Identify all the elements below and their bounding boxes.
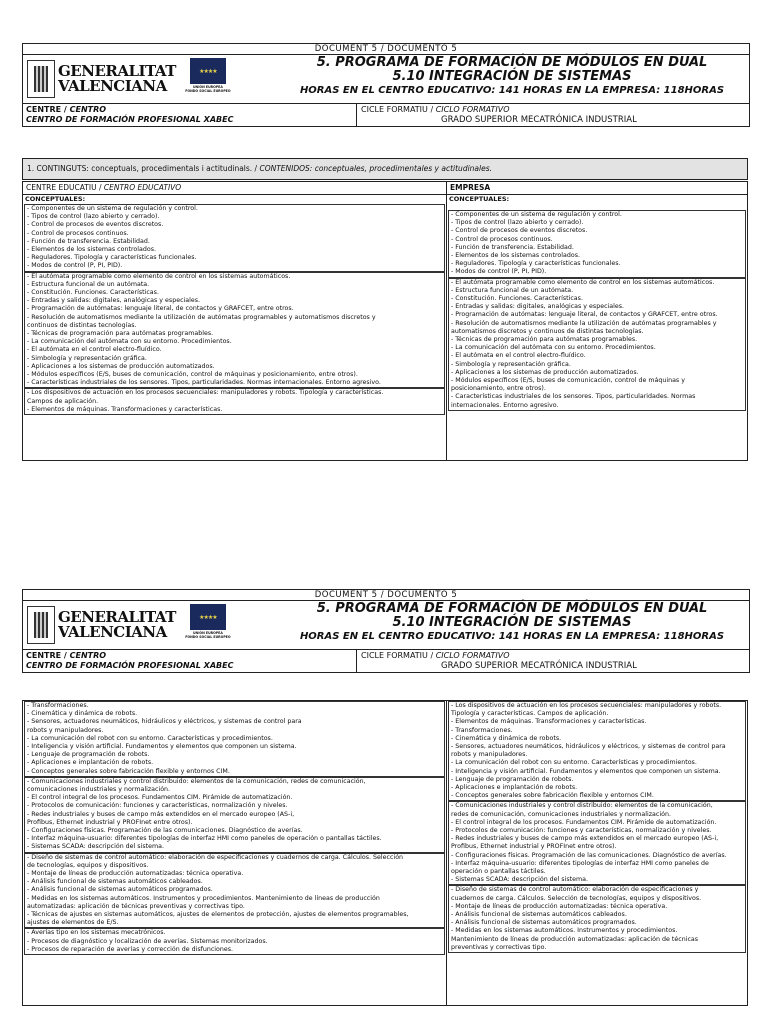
content-item: - Diseño de sistemas de control automático: elaboración de especificaciones y cuadernos de carga. Cálculos. Selección [27, 853, 404, 861]
content-item: - Programación de autómatas: lenguaje literal, de contactos y GRAFCET, entre otros. [451, 311, 718, 319]
centre-value: CENTRO DE FORMACIÓN PROFESIONAL XABEC [26, 115, 234, 124]
generalitat-logo: GENERALITAT VALENCIANA [27, 606, 176, 644]
content-item: - Técnicas de ajustes en sistemas automáticos, ajustes de elementos de protección, ajustes de elementos programables, [27, 911, 409, 919]
content-item: - Características industriales de los sensores. Tipos, particularidades. Normas [451, 393, 696, 401]
cycle-cell: CICLE FORMATIU / CICLO FORMATIVO GRADO SUPERIOR MECATRÓNICA INDUSTRIAL [357, 104, 749, 126]
content-item: redes de comunicación, comunicaciones industriales y normalización. [451, 810, 671, 818]
content-item: Profibus, Ethernet industrial y PROFInet entre otros). [27, 818, 193, 826]
content-item: - Estructura funcional de un autómata. [451, 286, 574, 294]
content-item: - El autómata en el control electro-fluídico. [451, 352, 586, 360]
crest-icon [27, 606, 55, 644]
page2-contents [22, 700, 748, 1006]
content-item: - Aplicaciones e implantación de robots. [451, 784, 578, 792]
content-item: - Tipos de control (lazo abierto y cerrado). [451, 219, 584, 227]
content-item: preventivas y correctivas tipo. [451, 943, 547, 951]
content-item: - Técnicas de programación para autómatas programables. [27, 330, 214, 338]
content-item: - Componentes de un sistema de regulación y control. [451, 211, 622, 218]
content-item: - Sensores, actuadores neumáticos, hidráulicos y eléctricos, y sistemas de control para [27, 718, 302, 726]
cycle-value: GRADO SUPERIOR MECATRÓNICA INDUSTRIAL [441, 115, 637, 125]
content-item: - Aplicaciones a los sistemas de producción automatizados. [27, 362, 215, 370]
content-item: - El autómata programable como elemento de control en los sistemas automáticos. [27, 272, 291, 280]
content-item: - Inteligencia y visión artificial. Fundamentos y elementos que componen un sistema. [451, 767, 721, 775]
content-item: - Averías tipo en los sistemas mecatrónicos. [27, 929, 166, 937]
content-item: robots y manipuladores. [27, 726, 104, 734]
contents-heading: 1. CONTINGUTS: conceptuals, procedimentals i actitudinals. / CONTENIDOS: conceptuales, procedimentales y actitudinales. [22, 158, 748, 180]
eu-flag-icon: ★★★★ [190, 604, 226, 630]
content-item: - Reguladores. Tipología y características funcionales. [27, 254, 197, 262]
content-item: - Elementos de los sistemas controlados. [451, 252, 580, 260]
content-item: - Aplicaciones a los sistemas de producción automatizados. [451, 368, 639, 376]
content-item: - Análisis funcional de sistemas automáticos programados. [27, 886, 213, 894]
content-item: - La comunicación del autómata con su entorno. Procedimientos. [27, 338, 232, 346]
content-item: - Redes industriales y buses de campo más extendidos en el mercado europeo (AS-i, [451, 835, 719, 843]
eu-logo: ★★★★ UNIÓN EUROPEA FONDO SOCIAL EUROPEO [184, 604, 232, 646]
content-item: - Análisis funcional de sistemas automáticos cableados. [451, 911, 627, 919]
content-item: - Procesos de reparación de averías y corrección de disfunciones. [27, 945, 234, 953]
content-item: comunicaciones industriales y normalización. [27, 786, 171, 794]
content-item: - Simbología y representación gráfica. [27, 354, 147, 362]
content-item: - Componentes de un sistema de regulación y control. [27, 205, 198, 212]
content-item: - Configuraciones físicas. Programación de las comunicaciones. Diagnóstico de averías. [451, 851, 727, 859]
content-item: Mantenimiento de líneas de producción automatizadas: aplicación de técnicas [451, 935, 699, 943]
content-block [24, 204, 445, 272]
eu-logo: ★★★★ UNIÓN EUROPEA FONDO SOCIAL EUROPEO [184, 58, 232, 100]
centre-cell: CENTRE / CENTRO CENTRO DE FORMACIÓN PROFESIONAL XABEC [23, 104, 357, 126]
content-item: - Función de transferencia. Estabilidad. [27, 237, 150, 245]
content-item: - Constitución. Funciones. Características. [27, 289, 159, 297]
content-item: ajustes de elementos de E/S. [27, 919, 119, 927]
centro-column-p2 [23, 701, 447, 1005]
content-item: - El autómata en el control electro-fluídico. [27, 346, 162, 354]
page1-header [22, 43, 750, 127]
content-item: - Redes industriales y buses de campo más extendidos en el mercado europeo (AS-i, [27, 810, 295, 818]
empresa-header: EMPRESA [447, 182, 747, 195]
page2-header: DOCUMENT 5 / DOCUMENTO 5 GENERALITAT VALENCIANA ★★★★ UNIÓN EUROPEA FONDO SOCIAL EUROPEO 5. PROGRAMA DE FORMACIÓN DE MÓDULOS EN DUAL 5.10 INTEGRACIÓN DE SISTEMAS HORAS EN EL CENTRO EDUCATIVO: 141 HORAS EN LA EMPRESA: 118HORAS CENTRE / CENTRO CENTRO DE FORMACIÓN PROFESIONAL XABEC CICLE FORMATIU / CICLO FORMATIVO GRADO SUPERIOR MECATRÓNICA INDUSTRIAL [22, 589, 750, 673]
crest-icon [27, 60, 55, 98]
content-item: - Función de transferencia. Estabilidad. [451, 243, 574, 251]
content-item: Campos de aplicación. [27, 397, 99, 405]
content-item: - Estructura funcional de un autómata. [27, 280, 150, 288]
content-item: - El autómata programable como elemento de control en los sistemas automáticos. [451, 278, 715, 286]
content-item: - Análisis funcional de sistemas automáticos cableados. [27, 878, 203, 886]
content-item: - Medidas en los sistemas automáticos. Instrumentos y procedimientos. [451, 927, 678, 935]
content-item: cuadernos de carga. Cálculos. Selección de tecnologías, equipos y dispositivos. [451, 894, 702, 902]
content-item: - Control de procesos de eventos discretos. [451, 227, 588, 235]
content-item: - El control integral de los procesos. Fundamentos CIM. Pirámide de automatización. [27, 794, 293, 802]
content-item: - Interfaz máquina-usuario: diferentes tipologías de interfaz HMI como paneles de operación o pantallas táctiles. [27, 835, 382, 843]
content-item: - Protocolos de comunicación: funciones y características, normalización y niveles. [451, 827, 712, 835]
content-item: automatizadas: aplicación de técnicas preventivas y correctivas tipo. [27, 902, 245, 910]
content-item: - Protocolos de comunicación: funciones y características, normalización y niveles. [27, 802, 288, 810]
logos [23, 55, 275, 103]
content-item: - Conceptos generales sobre fabricación flexible y entornos CIM. [451, 792, 654, 800]
content-item: - Comunicaciones industriales y control distribuido: elementos de la comunicación, redes de comunicación, [27, 777, 366, 785]
content-item: internacionales. Entorno agresivo. [451, 401, 559, 409]
content-item: - Módulos específicos (E/S, buses de comunicación, control de máquinas y [451, 377, 685, 385]
content-item: - Medidas en los sistemas automáticos. Instrumentos y procedimientos. Mantenimiento de líneas de producción [27, 894, 380, 902]
content-item: - Análisis funcional de sistemas automáticos programados. [451, 919, 637, 927]
content-item: - Interfaz máquina-usuario: diferentes tipologías de interfaz HMI como paneles de [451, 859, 709, 867]
content-block [448, 885, 746, 953]
hours-line: HORAS EN EL CENTRO EDUCATIVO: 141 HORAS EN LA EMPRESA: 118HORAS [299, 85, 725, 96]
content-block [24, 701, 445, 777]
content-item: - Transformaciones. [451, 726, 513, 734]
content-item: - Elementos de máquinas. Transformaciones y características. [27, 405, 223, 413]
content-item: - Técnicas de programación para autómatas programables. [451, 336, 638, 344]
centro-header: CENTRE EDUCATIU / CENTRO EDUCATIVO [23, 182, 446, 195]
empresa-column-p2 [447, 701, 747, 1005]
content-item: - Programación de autómatas: lenguaje literal, de contactos y GRAFCET, entre otros. [27, 305, 294, 313]
content-item: continuos de distintas tecnologías. [27, 321, 137, 329]
content-item: - Transformaciones. [27, 702, 89, 709]
content-item: operación o pantallas táctiles. [451, 868, 546, 876]
eu-flag-icon: ★★★★ [190, 58, 226, 84]
content-item: - Sistemas SCADA: descripción del sistema. [451, 876, 588, 884]
content-item: automatismos discretos y continuos de distintas tecnologías. [451, 327, 644, 335]
content-item: posicionamiento, entre otros). [451, 385, 546, 393]
content-item: - Conceptos generales sobre fabricación flexible y entornos CIM. [27, 767, 230, 775]
content-block [448, 210, 746, 278]
content-item: - Sensores, actuadores neumáticos, hidráulicos y eléctricos, y sistemas de control para [451, 743, 726, 751]
content-item: - Entradas y salidas: digitales, analógicas y especiales. [451, 303, 625, 311]
content-item: - Inteligencia y visión artificial. Fundamentos y elementos que componen un sistema. [27, 743, 297, 751]
page1-contents [22, 181, 748, 461]
content-item: - Resolución de automatismos mediante la utilización de autómatas programables y automatismos discretos y [27, 313, 376, 321]
content-item: - Control de procesos de eventos discretos. [27, 221, 164, 229]
content-block [448, 701, 746, 801]
content-item: - Entradas y salidas: digitales, analógicas y especiales. [27, 297, 201, 305]
content-item: - Configuraciones físicas. Programación de las comunicaciones. Diagnóstico de averías. [27, 827, 303, 835]
title-block [275, 55, 749, 103]
content-item: - Aplicaciones e implantación de robots. [27, 759, 154, 767]
document-label: DOCUMENT 5 / DOCUMENTO 5 [23, 44, 749, 55]
content-item: - Características industriales de los sensores. Tipos, particularidades. Normas internacionales. Entorno agresivo. [27, 379, 381, 387]
content-item: - Lenguaje de programación de robots. [451, 775, 574, 783]
content-item: - Modos de control (P, PI, PID). [27, 262, 123, 270]
content-item: - El control integral de los procesos. Fundamentos CIM. Pirámide de automatización. [451, 818, 717, 826]
content-block [24, 928, 445, 955]
content-block [24, 272, 445, 389]
content-block [24, 853, 445, 929]
content-item: - Los dispositivos de actuación en los procesos secuenciales: manipuladores y robots. Tipología y características. [27, 389, 384, 397]
content-item: - Módulos específicos (E/S, buses de comunicación, control de máquinas y posicionamiento, entre otros). [27, 371, 358, 379]
content-block [24, 388, 445, 415]
content-block [448, 801, 746, 885]
content-item: - Comunicaciones industriales y control distribuido: elementos de la comunicación, [451, 802, 713, 810]
centro-column: CENTRE EDUCATIU / CENTRO EDUCATIVO CONCEPTUALES: - Componentes de un sistema de regulación y control. - Tipos de control (lazo abierto y cerrado). - Control de procesos de eventos discretos. - Control de procesos continuos. - Función de transferencia. Estabilidad. - Elementos de los sistemas controlados. - Reguladores. Tipología y características funcionales. - Modos de control (P, PI, PID). - El autómata programable como elemento de control en los sistemas automáticos. - Estructura funcional de un autómata. - Constitución. Funciones. Características. - Entradas y salidas: digitales, analógicas y especiales. - Programación de autómatas: lenguaje literal, de contactos y GRAFCET, entre otros. - Resolución de automatismos mediante la utilización de autómatas programables y automatismos discretos y continuos de distintas tecnologías. - Técnicas de programación para autómatas programables. - La comunicación del autómata con su entorno. Procedimientos. - El autómata en el control electro-fluídico. - Simbología y representación gráfica. - Aplicaciones a los sistemas de producción automatizados. - Módulos específicos (E/S, buses de comunicación, control de máquinas y posicionamiento, entre otros). - Características industriales de los sensores. Tipos, particularidades. Normas internacionales. Entorno agresivo. - Los dispositivos de actuación en los procesos secuenciales: manipuladores y robots. Tipología y características. Campos de aplicación. - Elementos de máquinas. Transformaciones y características. [23, 182, 447, 460]
content-item: - Los dispositivos de actuación en los procesos secuenciales: manipuladores y robots. [451, 702, 722, 709]
content-item: - La comunicación del robot con su entorno. Características y procedimientos. [27, 734, 273, 742]
content-block [448, 278, 746, 411]
content-item: - Montaje de líneas de producción automatizadas: técnica operativa. [27, 870, 244, 878]
content-item: - Reguladores. Tipología y características funcionales. [451, 260, 621, 268]
content-item: - Constitución. Funciones. Características. [451, 295, 583, 303]
content-item: - Montaje de líneas de producción automatizadas: técnica operativa. [451, 902, 668, 910]
content-item: - Control de procesos continuos. [451, 235, 553, 243]
content-item: - Cinemática y dinámica de robots. [27, 710, 138, 718]
content-item: - Simbología y representación gráfica. [451, 360, 571, 368]
content-item: - La comunicación del autómata con su entorno. Procedimientos. [451, 344, 656, 352]
content-item: de tecnologías, equipos y dispositivos. [27, 861, 149, 869]
content-item: - Modos de control (P, PI, PID). [451, 268, 547, 276]
content-item: - Lenguaje de programación de robots. [27, 751, 150, 759]
content-item: robots y manipuladores. [451, 751, 528, 759]
content-item: - Sistemas SCADA: descripción del sistema. [27, 843, 164, 851]
content-item: - Procesos de diagnóstico y localización de averías. Sistemas monitorizados. [27, 937, 268, 945]
empresa-column: EMPRESA CONCEPTUALES: - Componentes de un sistema de regulación y control. - Tipos de control (lazo abierto y cerrado). - Control de procesos de eventos discretos. - Control de procesos continuos. - Función de transferencia. Estabilidad. - Elementos de los sistemas controlados. - Reguladores. Tipología y características funcionales. - Modos de control (P, PI, PID). - El autómata programable como elemento de control en los sistemas automáticos. - Estructura funcional de un autómata. - Constitución. Funciones. Características. - Entradas y salidas: digitales, analógicas y especiales. - Programación de autómatas: lenguaje literal, de contactos y GRAFCET, entre otros. - Resolución de automatismos mediante la utilización de autómatas programables y automatismos discretos y continuos de distintas tecnologías. - Técnicas de programación para autómatas programables. - La comunicación del autómata con su entorno. Procedimientos. - El autómata en el control electro-fluídico. - Simbología y representación gráfica. - Aplicaciones a los sistemas de producción automatizados. - Módulos específicos (E/S, buses de comunicación, control de máquinas y posicionamiento, entre otros). - Características industriales de los sensores. Tipos, particularidades. Normas internacionales. Entorno agresivo. [447, 182, 747, 460]
content-item: - Tipos de control (lazo abierto y cerrado). [27, 213, 160, 221]
content-item: - Diseño de sistemas de control automático: elaboración de especificaciones y [451, 886, 699, 894]
content-item: - Resolución de automatismos mediante la utilización de autómatas programables y [451, 319, 717, 327]
content-item: - Cinemática y dinámica de robots. [451, 734, 562, 742]
page-subtitle: 5.10 INTEGRACIÓN DE SISTEMAS [392, 69, 632, 84]
content-block [24, 777, 445, 853]
content-item: - Elementos de los sistemas controlados. [27, 246, 156, 254]
content-item: - Control de procesos continuos. [27, 229, 129, 237]
content-item: Profibus, Ethernet industrial y PROFInet entre otros). [451, 843, 617, 851]
content-item: - Elementos de máquinas. Transformaciones y características. [451, 718, 647, 726]
generalitat-logo: GENERALITAT VALENCIANA [27, 60, 176, 98]
page-title: 5. PROGRAMA DE FORMACIÓN DE MÓDULOS EN DUAL [316, 55, 708, 70]
content-item: - La comunicación del robot con su entorno. Características y procedimientos. [451, 759, 697, 767]
content-item: Tipología y características. Campos de aplicación. [451, 710, 609, 718]
